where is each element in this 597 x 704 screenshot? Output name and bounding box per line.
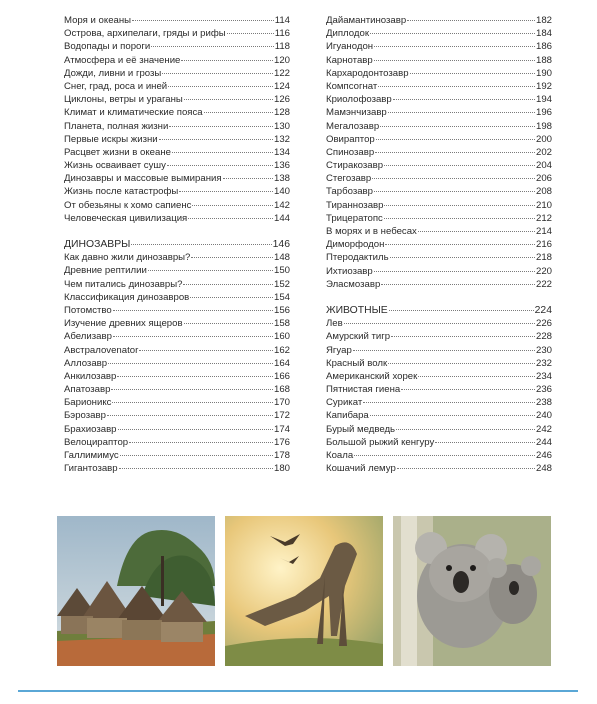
toc-entry[interactable] bbox=[64, 304, 290, 317]
toc-entry[interactable] bbox=[326, 27, 552, 40]
toc-entry[interactable] bbox=[326, 317, 552, 330]
entry-title: Острова, архипелаги, гряды и рифы bbox=[64, 28, 226, 40]
entry-title: Велоцираптор bbox=[64, 436, 129, 448]
toc-entry[interactable] bbox=[326, 265, 552, 278]
entry-title: Дожди, ливни и грозы bbox=[64, 67, 162, 79]
leader-dots bbox=[354, 455, 535, 456]
entry-title: Классификация динозавров bbox=[64, 291, 190, 303]
leader-dots bbox=[132, 20, 274, 21]
toc-entry[interactable] bbox=[326, 67, 552, 80]
toc-entry[interactable] bbox=[64, 357, 290, 370]
entry-title: Кархародонтозавр bbox=[326, 67, 409, 79]
leader-dots bbox=[374, 60, 535, 61]
entry-title: Диплодок bbox=[326, 28, 370, 40]
entry-page: 172 bbox=[273, 410, 290, 422]
entry-title: Барионикс bbox=[64, 397, 112, 409]
leader-dots bbox=[107, 415, 273, 416]
entry-title: Брахиозавр bbox=[64, 423, 117, 435]
toc-entry[interactable] bbox=[64, 436, 290, 449]
leader-dots bbox=[391, 336, 535, 337]
toc-entry[interactable] bbox=[64, 317, 290, 330]
entry-page: 134 bbox=[273, 146, 290, 158]
section-page: 146 bbox=[272, 239, 290, 250]
toc-entry[interactable] bbox=[64, 14, 290, 27]
leader-dots bbox=[374, 271, 535, 272]
entry-title: Климат и климатические пояса bbox=[64, 107, 203, 119]
entry-page: 232 bbox=[535, 357, 552, 369]
entry-page: 154 bbox=[273, 291, 290, 303]
leader-dots bbox=[375, 152, 535, 153]
entry-title: Капибара bbox=[326, 410, 369, 422]
toc-entry[interactable] bbox=[326, 54, 552, 67]
entry-page: 228 bbox=[535, 331, 552, 343]
entry-title: Циклоны, ветры и ураганы bbox=[64, 94, 183, 106]
leader-dots bbox=[148, 270, 273, 271]
entry-title: Овираптор bbox=[326, 133, 375, 145]
entry-title: Чем питались динозавры? bbox=[64, 278, 183, 290]
toc-entry[interactable] bbox=[64, 278, 290, 291]
leader-dots bbox=[159, 139, 273, 140]
entry-title: Жизнь осваивает сушу bbox=[64, 160, 166, 172]
section-title: ЖИВОТНЫЕ bbox=[326, 304, 388, 316]
entry-page: 230 bbox=[535, 344, 552, 356]
leader-dots bbox=[381, 284, 535, 285]
toc-right-column bbox=[326, 14, 552, 475]
entry-page: 196 bbox=[535, 107, 552, 119]
leader-dots bbox=[169, 126, 273, 127]
entry-title: Бэрозавр bbox=[64, 410, 106, 422]
leader-dots bbox=[172, 152, 273, 153]
toc-entry[interactable] bbox=[64, 370, 290, 383]
toc-entry[interactable] bbox=[64, 27, 290, 40]
entry-page: 140 bbox=[273, 186, 290, 198]
entry-title: Расцвет жизни в океане bbox=[64, 146, 171, 158]
toc-entry[interactable] bbox=[326, 159, 552, 172]
leader-dots bbox=[139, 350, 273, 351]
entry-page: 214 bbox=[535, 226, 552, 237]
entry-title: Как давно жили динозавры? bbox=[64, 252, 191, 264]
entry-page: 218 bbox=[535, 252, 552, 264]
entry-title: Карнотавр bbox=[326, 54, 373, 66]
entry-page: 208 bbox=[535, 186, 552, 198]
entry-page: 246 bbox=[535, 450, 552, 461]
leader-dots bbox=[393, 99, 535, 100]
entry-page: 150 bbox=[273, 265, 290, 277]
toc-entry[interactable] bbox=[64, 449, 290, 462]
toc-entry[interactable] bbox=[64, 172, 290, 185]
entry-page: 138 bbox=[273, 173, 290, 185]
toc-entry[interactable] bbox=[64, 423, 290, 436]
entry-page: 186 bbox=[535, 41, 552, 53]
leader-dots bbox=[388, 363, 535, 364]
leader-dots bbox=[117, 376, 273, 377]
entry-page: 166 bbox=[273, 370, 290, 382]
leader-dots bbox=[108, 363, 273, 364]
entry-page: 248 bbox=[535, 463, 552, 475]
entry-title: Человеческая цивилизация bbox=[64, 212, 188, 224]
leader-dots bbox=[184, 323, 273, 324]
entry-title: Планета, полная жизни bbox=[64, 120, 169, 132]
entry-page: 114 bbox=[274, 15, 290, 26]
toc-entry[interactable] bbox=[326, 409, 552, 422]
entry-page: 152 bbox=[273, 278, 290, 290]
entry-page: 194 bbox=[535, 94, 552, 106]
entry-title: Гигантозавр bbox=[64, 463, 118, 475]
koala-photo bbox=[393, 516, 551, 666]
toc-entry[interactable] bbox=[326, 436, 552, 449]
entry-title: Компсогнат bbox=[326, 80, 378, 92]
toc-entry[interactable] bbox=[64, 462, 290, 475]
leader-dots bbox=[183, 284, 273, 285]
entry-page: 128 bbox=[273, 107, 290, 119]
entry-title: Снег, град, роса и иней bbox=[64, 80, 168, 92]
entry-title: Коала bbox=[326, 450, 354, 461]
entry-title: Моря и океаны bbox=[64, 15, 132, 26]
leader-dots bbox=[407, 20, 535, 21]
toc-entry[interactable] bbox=[326, 251, 552, 264]
leader-dots bbox=[344, 323, 535, 324]
toc-entry[interactable] bbox=[326, 212, 552, 225]
entry-title: Австралоvenator bbox=[64, 344, 139, 356]
entry-title: Водопады и пороги bbox=[64, 41, 151, 53]
leader-dots bbox=[168, 86, 273, 87]
leader-dots bbox=[418, 376, 535, 377]
leader-dots bbox=[385, 244, 535, 245]
leader-dots bbox=[179, 191, 273, 192]
toc-list-animals bbox=[326, 317, 552, 475]
entry-page: 244 bbox=[535, 436, 552, 448]
entry-title: Американский хорек bbox=[326, 370, 418, 382]
toc-left-column bbox=[64, 14, 290, 475]
entry-title: Апатозавр bbox=[64, 384, 111, 396]
entry-page: 178 bbox=[273, 450, 290, 461]
leader-dots bbox=[370, 33, 535, 34]
toc-entry[interactable] bbox=[326, 106, 552, 119]
leader-dots bbox=[181, 60, 273, 61]
entry-page: 136 bbox=[273, 160, 290, 172]
entry-title: Атмосфера и её значение bbox=[64, 54, 181, 66]
toc-entry[interactable] bbox=[64, 93, 290, 106]
toc-entry[interactable] bbox=[64, 106, 290, 119]
section-page: 224 bbox=[534, 304, 552, 316]
entry-title: Первые искры жизни bbox=[64, 133, 158, 145]
entry-title: Мегалозавр bbox=[326, 120, 380, 132]
village-huts-photo bbox=[57, 516, 215, 666]
entry-page: 180 bbox=[273, 463, 290, 475]
toc-entry[interactable] bbox=[64, 212, 290, 225]
entry-page: 120 bbox=[273, 54, 290, 66]
toc-entry[interactable] bbox=[326, 120, 552, 133]
entry-title: Игуанодон bbox=[326, 41, 374, 53]
entry-page: 126 bbox=[273, 94, 290, 106]
entry-title: Галлимимус bbox=[64, 450, 119, 461]
leader-dots bbox=[390, 257, 535, 258]
entry-page: 242 bbox=[535, 423, 552, 435]
entry-title: Спинозавр bbox=[326, 146, 375, 158]
entry-title: Мамэнчизавр bbox=[326, 107, 387, 119]
toc-entry[interactable] bbox=[64, 251, 290, 264]
leader-dots bbox=[113, 310, 273, 311]
toc-entry[interactable] bbox=[64, 54, 290, 67]
entry-page: 184 bbox=[535, 28, 552, 40]
toc-entry[interactable] bbox=[326, 278, 552, 291]
leader-dots bbox=[372, 178, 535, 179]
entry-page: 222 bbox=[535, 278, 552, 290]
entry-page: 162 bbox=[273, 344, 290, 356]
entry-page: 160 bbox=[273, 331, 290, 343]
entry-title: Бурый медведь bbox=[326, 423, 396, 435]
entry-title: Птеродактиль bbox=[326, 252, 389, 264]
toc-entry[interactable] bbox=[64, 409, 290, 422]
leader-dots bbox=[227, 33, 274, 34]
leader-dots bbox=[120, 455, 273, 456]
entry-page: 174 bbox=[273, 423, 290, 435]
leader-dots bbox=[397, 468, 535, 469]
toc-section-animals[interactable] bbox=[326, 304, 552, 317]
toc-entry[interactable] bbox=[326, 462, 552, 475]
entry-page: 234 bbox=[535, 370, 552, 382]
toc-entry[interactable] bbox=[326, 383, 552, 396]
toc-entry[interactable] bbox=[326, 172, 552, 185]
toc-entry[interactable] bbox=[326, 146, 552, 159]
toc-entry[interactable] bbox=[64, 159, 290, 172]
entry-page: 212 bbox=[535, 212, 552, 224]
toc-list-general bbox=[64, 14, 290, 225]
dinosaur-pterosaurs-photo bbox=[225, 516, 383, 666]
leader-dots bbox=[353, 350, 535, 351]
leader-dots bbox=[396, 429, 535, 430]
leader-dots bbox=[223, 178, 273, 179]
toc-entry[interactable] bbox=[326, 238, 552, 251]
entry-title: Ихтиозавр bbox=[326, 265, 373, 277]
entry-page: 190 bbox=[535, 67, 552, 79]
toc-entry[interactable] bbox=[64, 120, 290, 133]
entry-page: 148 bbox=[273, 252, 290, 264]
entry-title: Красный волк bbox=[326, 357, 388, 369]
leader-dots bbox=[389, 310, 534, 311]
entry-page: 236 bbox=[535, 384, 552, 396]
entry-title: Криолофозавр bbox=[326, 94, 392, 106]
leader-dots bbox=[384, 165, 535, 166]
leader-dots bbox=[363, 402, 535, 403]
toc-list-dinosaurs-cont bbox=[326, 14, 552, 291]
entry-title: Анкилозавр bbox=[64, 370, 117, 382]
entry-title: Эласмозавр bbox=[326, 278, 381, 290]
leader-dots bbox=[167, 165, 273, 166]
toc-entry[interactable] bbox=[326, 344, 552, 357]
entry-title: Стиракозавр bbox=[326, 160, 384, 172]
toc-entry[interactable] bbox=[326, 93, 552, 106]
toc-entry[interactable] bbox=[64, 330, 290, 343]
entry-title: Абелизавр bbox=[64, 331, 112, 343]
toc-entry[interactable] bbox=[64, 67, 290, 80]
leader-dots bbox=[190, 297, 273, 298]
leader-dots bbox=[191, 257, 273, 258]
leader-dots bbox=[418, 231, 535, 232]
entry-title: Кошачий лемур bbox=[326, 463, 396, 475]
entry-title: Динозавры и массовые вымирания bbox=[64, 173, 222, 185]
entry-title: Тарбозавр bbox=[326, 186, 373, 198]
toc-entry[interactable] bbox=[326, 370, 552, 383]
leader-dots bbox=[119, 468, 273, 469]
leader-dots bbox=[113, 336, 273, 337]
photo-strip bbox=[57, 516, 551, 666]
toc-entry[interactable] bbox=[64, 264, 290, 277]
entry-page: 130 bbox=[273, 120, 290, 132]
toc-entry[interactable] bbox=[326, 225, 552, 238]
leader-dots bbox=[410, 73, 535, 74]
leader-dots bbox=[384, 218, 535, 219]
leader-dots bbox=[401, 389, 535, 390]
toc-entry[interactable] bbox=[64, 80, 290, 93]
toc-entry[interactable] bbox=[326, 357, 552, 370]
toc-entry[interactable] bbox=[64, 185, 290, 198]
entry-page: 182 bbox=[535, 15, 552, 26]
entry-title: Дайамантинозавр bbox=[326, 15, 407, 26]
toc-list-dinosaurs bbox=[64, 251, 290, 475]
entry-page: 156 bbox=[273, 304, 290, 316]
leader-dots bbox=[162, 73, 273, 74]
toc-entry[interactable] bbox=[326, 199, 552, 212]
entry-page: 158 bbox=[273, 318, 290, 330]
entry-page: 220 bbox=[535, 265, 552, 277]
toc-entry[interactable] bbox=[326, 449, 552, 462]
entry-page: 124 bbox=[273, 80, 290, 92]
entry-title: Большой рыжий кенгуру bbox=[326, 436, 435, 448]
toc-entry[interactable] bbox=[326, 185, 552, 198]
entry-page: 164 bbox=[273, 357, 290, 369]
entry-page: 206 bbox=[535, 173, 552, 185]
entry-page: 132 bbox=[273, 133, 290, 145]
leader-dots bbox=[192, 205, 273, 206]
entry-page: 170 bbox=[273, 397, 290, 409]
leader-dots bbox=[129, 442, 273, 443]
entry-page: 192 bbox=[535, 80, 552, 92]
leader-dots bbox=[376, 139, 535, 140]
entry-page: 200 bbox=[535, 133, 552, 145]
entry-title: Древние рептилии bbox=[64, 265, 147, 277]
toc-entry[interactable] bbox=[326, 14, 552, 27]
entry-title: Аллозавр bbox=[64, 357, 108, 369]
entry-title: От обезьяны к хомо сапиенс bbox=[64, 199, 192, 211]
entry-title: Стегозавр bbox=[326, 173, 372, 185]
toc-entry[interactable] bbox=[326, 423, 552, 436]
entry-title: Жизнь после катастрофы bbox=[64, 186, 179, 198]
entry-title: Потомство bbox=[64, 304, 112, 316]
entry-page: 226 bbox=[535, 318, 552, 330]
toc-entry[interactable] bbox=[326, 80, 552, 93]
entry-page: 122 bbox=[273, 67, 290, 79]
entry-page: 168 bbox=[273, 384, 290, 396]
toc-entry[interactable] bbox=[326, 40, 552, 53]
leader-dots bbox=[388, 112, 535, 113]
entry-page: 176 bbox=[273, 436, 290, 448]
leader-dots bbox=[435, 442, 535, 443]
toc-entry[interactable] bbox=[64, 146, 290, 159]
entry-page: 216 bbox=[535, 239, 552, 251]
toc-entry[interactable] bbox=[64, 396, 290, 409]
toc-entry[interactable] bbox=[64, 133, 290, 146]
entry-page: 144 bbox=[273, 212, 290, 224]
leader-dots bbox=[131, 244, 271, 245]
toc-entry[interactable] bbox=[326, 330, 552, 343]
toc-entry[interactable] bbox=[64, 291, 290, 304]
leader-dots bbox=[378, 86, 535, 87]
leader-dots bbox=[370, 415, 535, 416]
section-title: ДИНОЗАВРЫ bbox=[64, 239, 131, 250]
toc-entry[interactable] bbox=[64, 199, 290, 212]
entry-page: 238 bbox=[535, 397, 552, 409]
leader-dots bbox=[204, 112, 273, 113]
leader-dots bbox=[374, 46, 535, 47]
toc-entry[interactable] bbox=[326, 396, 552, 409]
entry-title: В морях и в небесах bbox=[326, 226, 417, 237]
leader-dots bbox=[188, 218, 273, 219]
entry-title: Ягуар bbox=[326, 344, 352, 356]
entry-title: Пятнистая гиена bbox=[326, 384, 401, 396]
leader-dots bbox=[112, 402, 273, 403]
entry-page: 116 bbox=[274, 28, 290, 40]
leader-dots bbox=[184, 99, 273, 100]
entry-title: Трицератопс bbox=[326, 212, 383, 224]
entry-title: Сурикат bbox=[326, 397, 363, 409]
leader-dots bbox=[374, 191, 535, 192]
entry-page: 118 bbox=[274, 41, 290, 53]
entry-title: Изучение древних ящеров bbox=[64, 318, 183, 330]
leader-dots bbox=[384, 205, 535, 206]
entry-page: 210 bbox=[535, 199, 552, 211]
entry-page: 198 bbox=[535, 120, 552, 132]
entry-title: Амурский тигр bbox=[326, 331, 391, 343]
bottom-divider bbox=[18, 690, 578, 692]
toc-entry[interactable] bbox=[326, 133, 552, 146]
toc-entry[interactable] bbox=[64, 383, 290, 396]
leader-dots bbox=[118, 429, 273, 430]
entry-title: Тираннозавр bbox=[326, 199, 384, 211]
toc-section-dinosaurs[interactable] bbox=[64, 238, 290, 251]
entry-page: 142 bbox=[273, 199, 290, 211]
toc-entry[interactable] bbox=[64, 344, 290, 357]
entry-page: 204 bbox=[535, 160, 552, 172]
leader-dots bbox=[380, 126, 535, 127]
entry-page: 202 bbox=[535, 146, 552, 158]
toc-entry[interactable] bbox=[64, 40, 290, 53]
leader-dots bbox=[111, 389, 273, 390]
entry-page: 188 bbox=[535, 54, 552, 66]
entry-page: 240 bbox=[535, 410, 552, 422]
entry-title: Лев bbox=[326, 318, 343, 330]
entry-title: Диморфодон bbox=[326, 239, 385, 251]
leader-dots bbox=[151, 46, 273, 47]
